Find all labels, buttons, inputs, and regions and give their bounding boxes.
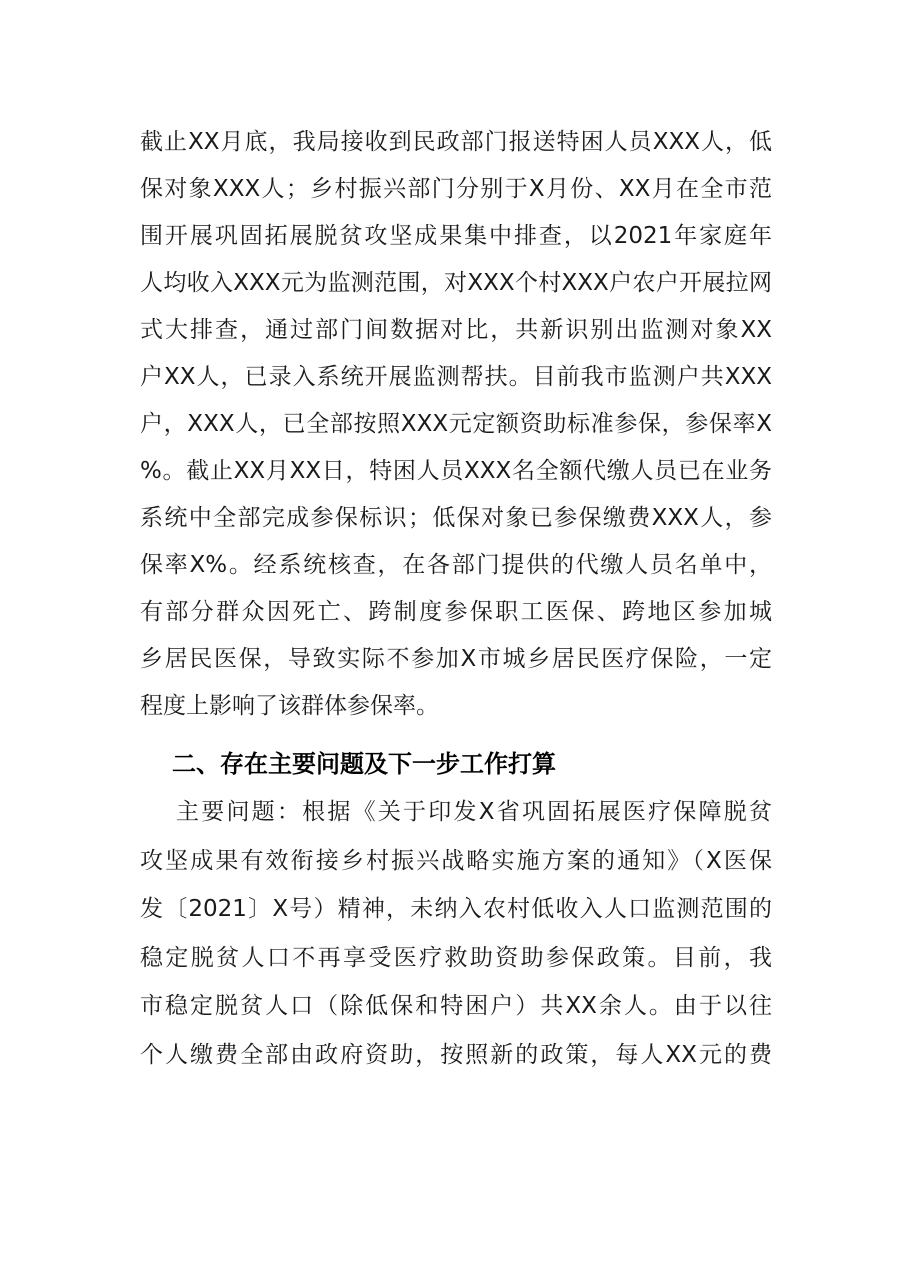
- text-line: 程度上影响了该群体参保率。: [140, 693, 439, 719]
- text-line: 市稳定脱贫人口（除低保和特困户）共XX余人。由于以往: [140, 993, 772, 1019]
- text-line: 个人缴费全部由政府资助，按照新的政策，每人XX元的费: [140, 1041, 772, 1068]
- text-line: 式大排查，通过部门间数据对比，共新识别出监测对象XX: [140, 317, 772, 343]
- text-line: 户XX人，已录入系统开展监测帮扶。目前我市监测户共XXX: [140, 364, 772, 390]
- text-line: 攻坚成果有效衔接乡村振兴战略实施方案的通知》（X医保: [140, 847, 772, 874]
- text-line: 系统中全部完成参保标识；低保对象已参保缴费XXX人，参: [140, 505, 772, 531]
- text-line: 有部分群众因死亡、跨制度参保职工医保、跨地区参加城: [140, 599, 772, 625]
- text-line: 发〔2021〕X号）精神，未纳入农村低收入人口监测范围的: [140, 896, 772, 922]
- text-line: 主要问题：根据《关于印发X省巩固拓展医疗保障脱贫: [176, 799, 772, 825]
- text-line: 稳定脱贫人口不再享受医疗救助资助参保政策。目前，我: [140, 944, 772, 971]
- text-line: 人均收入XXX元为监测范围，对XXX个村XXX户农户开展拉网: [140, 270, 772, 296]
- text-line: 乡居民医保，导致实际不参加X市城乡居民医疗保险，一定: [140, 646, 772, 672]
- text-line: 围开展巩固拓展脱贫攻坚成果集中排查，以2021年家庭年: [140, 223, 772, 249]
- text-line: 截止XX月底，我局接收到民政部门报送特困人员XXX人，低: [140, 129, 772, 155]
- text-line: 保对象XXX人；乡村振兴部门分别于X月份、XX月在全市范: [140, 176, 772, 202]
- text-line: 保率X%。经系统核查，在各部门提供的代缴人员名单中，: [140, 552, 772, 578]
- section-heading: 二、存在主要问题及下一步工作打算: [172, 750, 556, 778]
- text-line: 户，XXX人，已全部按照XXX元定额资助标准参保，参保率X: [140, 411, 772, 437]
- text-line: %。截止XX月XX日，特困人员XXX名全额代缴人员已在业务: [140, 458, 772, 484]
